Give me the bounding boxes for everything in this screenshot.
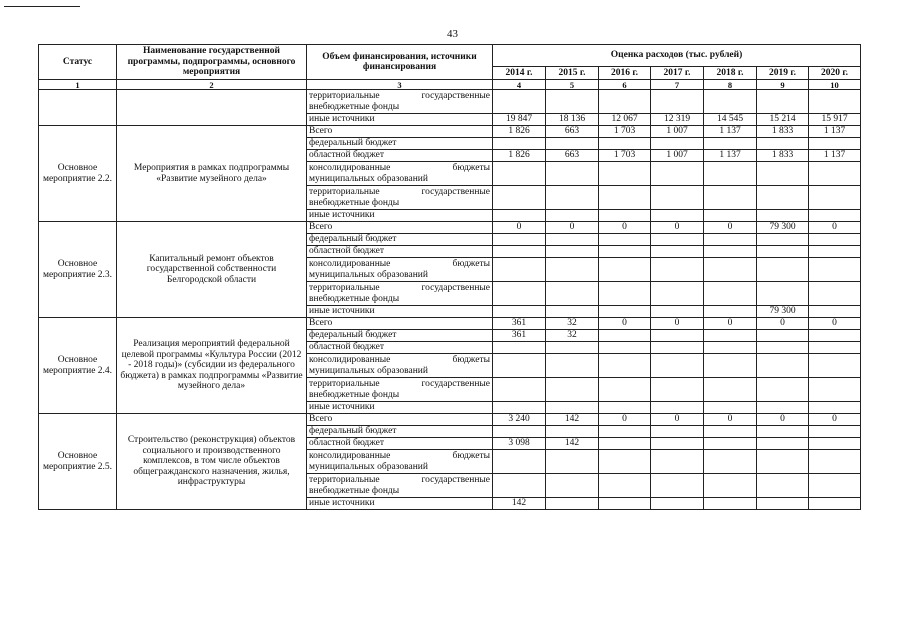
value-cell: 0 [757, 414, 809, 426]
value-cell: 1 007 [651, 126, 704, 138]
table-row [39, 414, 861, 426]
table-row [39, 126, 861, 138]
name-cell: Мероприятия в рамках подпрограммы «Развитие музейного дела» [117, 126, 307, 222]
source-oblast: областной бюджет [307, 342, 493, 354]
header-year: 2020 г. [809, 66, 861, 79]
header-year: 2019 г. [757, 66, 809, 79]
header-estimate: Оценка расходов (тыс. рублей) [493, 45, 861, 67]
value-cell: 15 214 [757, 114, 809, 126]
source-vsego: Всего [307, 414, 493, 426]
name-cell: Реализация мероприятий федеральной целевой программы «Культура России (2012 - 2018 годы)» (субсидии из федерального бюджета) в рамках подпрограммы «Развитие музейного дела» [117, 318, 307, 414]
value-cell: 0 [651, 318, 704, 330]
source-municipal: консолидированные бюджеты муниципальных образований [307, 450, 493, 474]
header-year: 2014 г. [493, 66, 546, 79]
value-cell: 0 [599, 318, 651, 330]
source-municipal: консолидированные бюджеты муниципальных образований [307, 354, 493, 378]
source-territorial: территориальные государственные внебюджетные фонды [307, 282, 493, 306]
value-cell: 1 007 [651, 150, 704, 162]
value-cell: 1 833 [757, 150, 809, 162]
header-year: 2016 г. [599, 66, 651, 79]
header-year: 2017 г. [651, 66, 704, 79]
source-municipal: консолидированные бюджеты муниципальных образований [307, 162, 493, 186]
value-cell: 12 319 [651, 114, 704, 126]
value-cell: 1 137 [704, 126, 757, 138]
column-number: 10 [809, 80, 861, 90]
source-other: иные источники [307, 498, 493, 510]
value-cell: 663 [546, 150, 599, 162]
source-oblast: областной бюджет [307, 438, 493, 450]
value-cell: 1 137 [809, 126, 861, 138]
top-rule [4, 6, 80, 7]
column-number: 9 [757, 80, 809, 90]
value-cell: 1 137 [809, 150, 861, 162]
value-cell: 0 [704, 222, 757, 234]
source-other: иные источники [307, 306, 493, 318]
column-number: 3 [307, 80, 493, 90]
value-cell: 15 917 [809, 114, 861, 126]
value-cell: 19 847 [493, 114, 546, 126]
status-cell [39, 90, 117, 126]
column-number: 8 [704, 80, 757, 90]
source-vsego: Всего [307, 318, 493, 330]
value-cell: 0 [809, 222, 861, 234]
value-cell: 0 [704, 318, 757, 330]
value-cell: 1 826 [493, 126, 546, 138]
value-cell: 0 [757, 318, 809, 330]
source-other: иные источники [307, 114, 493, 126]
value-cell: 1 137 [704, 150, 757, 162]
source-federal: федеральный бюджет [307, 426, 493, 438]
value-cell: 663 [546, 126, 599, 138]
value-cell: 12 067 [599, 114, 651, 126]
column-number: 1 [39, 80, 117, 90]
source-municipal: консолидированные бюджеты муниципальных образований [307, 258, 493, 282]
status-cell: Основное мероприятие 2.5. [39, 414, 117, 510]
source-vsego: Всего [307, 126, 493, 138]
value-cell: 0 [599, 414, 651, 426]
table-row [39, 222, 861, 234]
header-name: Наименование государственной программы, подпрограммы, основного мероприятия [117, 45, 307, 80]
value-cell: 361 [493, 318, 546, 330]
value-cell: 1 703 [599, 126, 651, 138]
name-cell: Капитальный ремонт объектов государственной собственности Белгородской области [117, 222, 307, 318]
value-cell: 32 [546, 330, 599, 342]
header-funding: Объем финансирования, источники финансирования [307, 45, 493, 80]
value-cell: 14 545 [704, 114, 757, 126]
value-cell: 0 [651, 414, 704, 426]
page-number: 43 [447, 28, 458, 40]
value-cell: 142 [493, 498, 546, 510]
source-federal: федеральный бюджет [307, 234, 493, 246]
status-cell: Основное мероприятие 2.2. [39, 126, 117, 222]
value-cell: 0 [651, 222, 704, 234]
value-cell: 361 [493, 330, 546, 342]
column-number: 5 [546, 80, 599, 90]
value-cell: 0 [809, 318, 861, 330]
source-federal: федеральный бюджет [307, 138, 493, 150]
header-year: 2018 г. [704, 66, 757, 79]
value-cell: 1 703 [599, 150, 651, 162]
value-cell: 142 [546, 438, 599, 450]
table-row [39, 90, 861, 114]
column-number: 4 [493, 80, 546, 90]
value-cell: 0 [493, 222, 546, 234]
value-cell: 0 [599, 222, 651, 234]
value-cell: 18 136 [546, 114, 599, 126]
value-cell: 32 [546, 318, 599, 330]
source-territorial: территориальные государственные внебюджетные фонды [307, 90, 493, 114]
value-cell: 79 300 [757, 222, 809, 234]
source-vsego: Всего [307, 222, 493, 234]
status-cell: Основное мероприятие 2.3. [39, 222, 117, 318]
budget-table [38, 44, 861, 510]
name-cell [117, 90, 307, 126]
header-year: 2015 г. [546, 66, 599, 79]
value-cell: 1 833 [757, 126, 809, 138]
source-territorial: территориальные государственные внебюджетные фонды [307, 474, 493, 498]
column-number: 2 [117, 80, 307, 90]
source-territorial: территориальные государственные внебюджетные фонды [307, 186, 493, 210]
header-status: Статус [39, 45, 117, 80]
value-cell: 0 [546, 222, 599, 234]
value-cell: 142 [546, 414, 599, 426]
name-cell: Строительство (реконструкция) объектов социального и производственного комплексов, в том числе объектов общегражданского назначения, жилья, инфраструктуры [117, 414, 307, 510]
column-number: 6 [599, 80, 651, 90]
value-cell: 0 [809, 414, 861, 426]
value-cell: 3 240 [493, 414, 546, 426]
value-cell: 0 [704, 414, 757, 426]
source-oblast: областной бюджет [307, 246, 493, 258]
source-other: иные источники [307, 402, 493, 414]
value-cell: 1 826 [493, 150, 546, 162]
source-other: иные источники [307, 210, 493, 222]
source-oblast: областной бюджет [307, 150, 493, 162]
column-number: 7 [651, 80, 704, 90]
status-cell: Основное мероприятие 2.4. [39, 318, 117, 414]
value-cell: 3 098 [493, 438, 546, 450]
source-federal: федеральный бюджет [307, 330, 493, 342]
value-cell: 79 300 [757, 306, 809, 318]
header-row-1 [39, 45, 861, 67]
source-territorial: территориальные государственные внебюджетные фонды [307, 378, 493, 402]
column-numbers-row [39, 80, 861, 90]
table-row [39, 318, 861, 330]
